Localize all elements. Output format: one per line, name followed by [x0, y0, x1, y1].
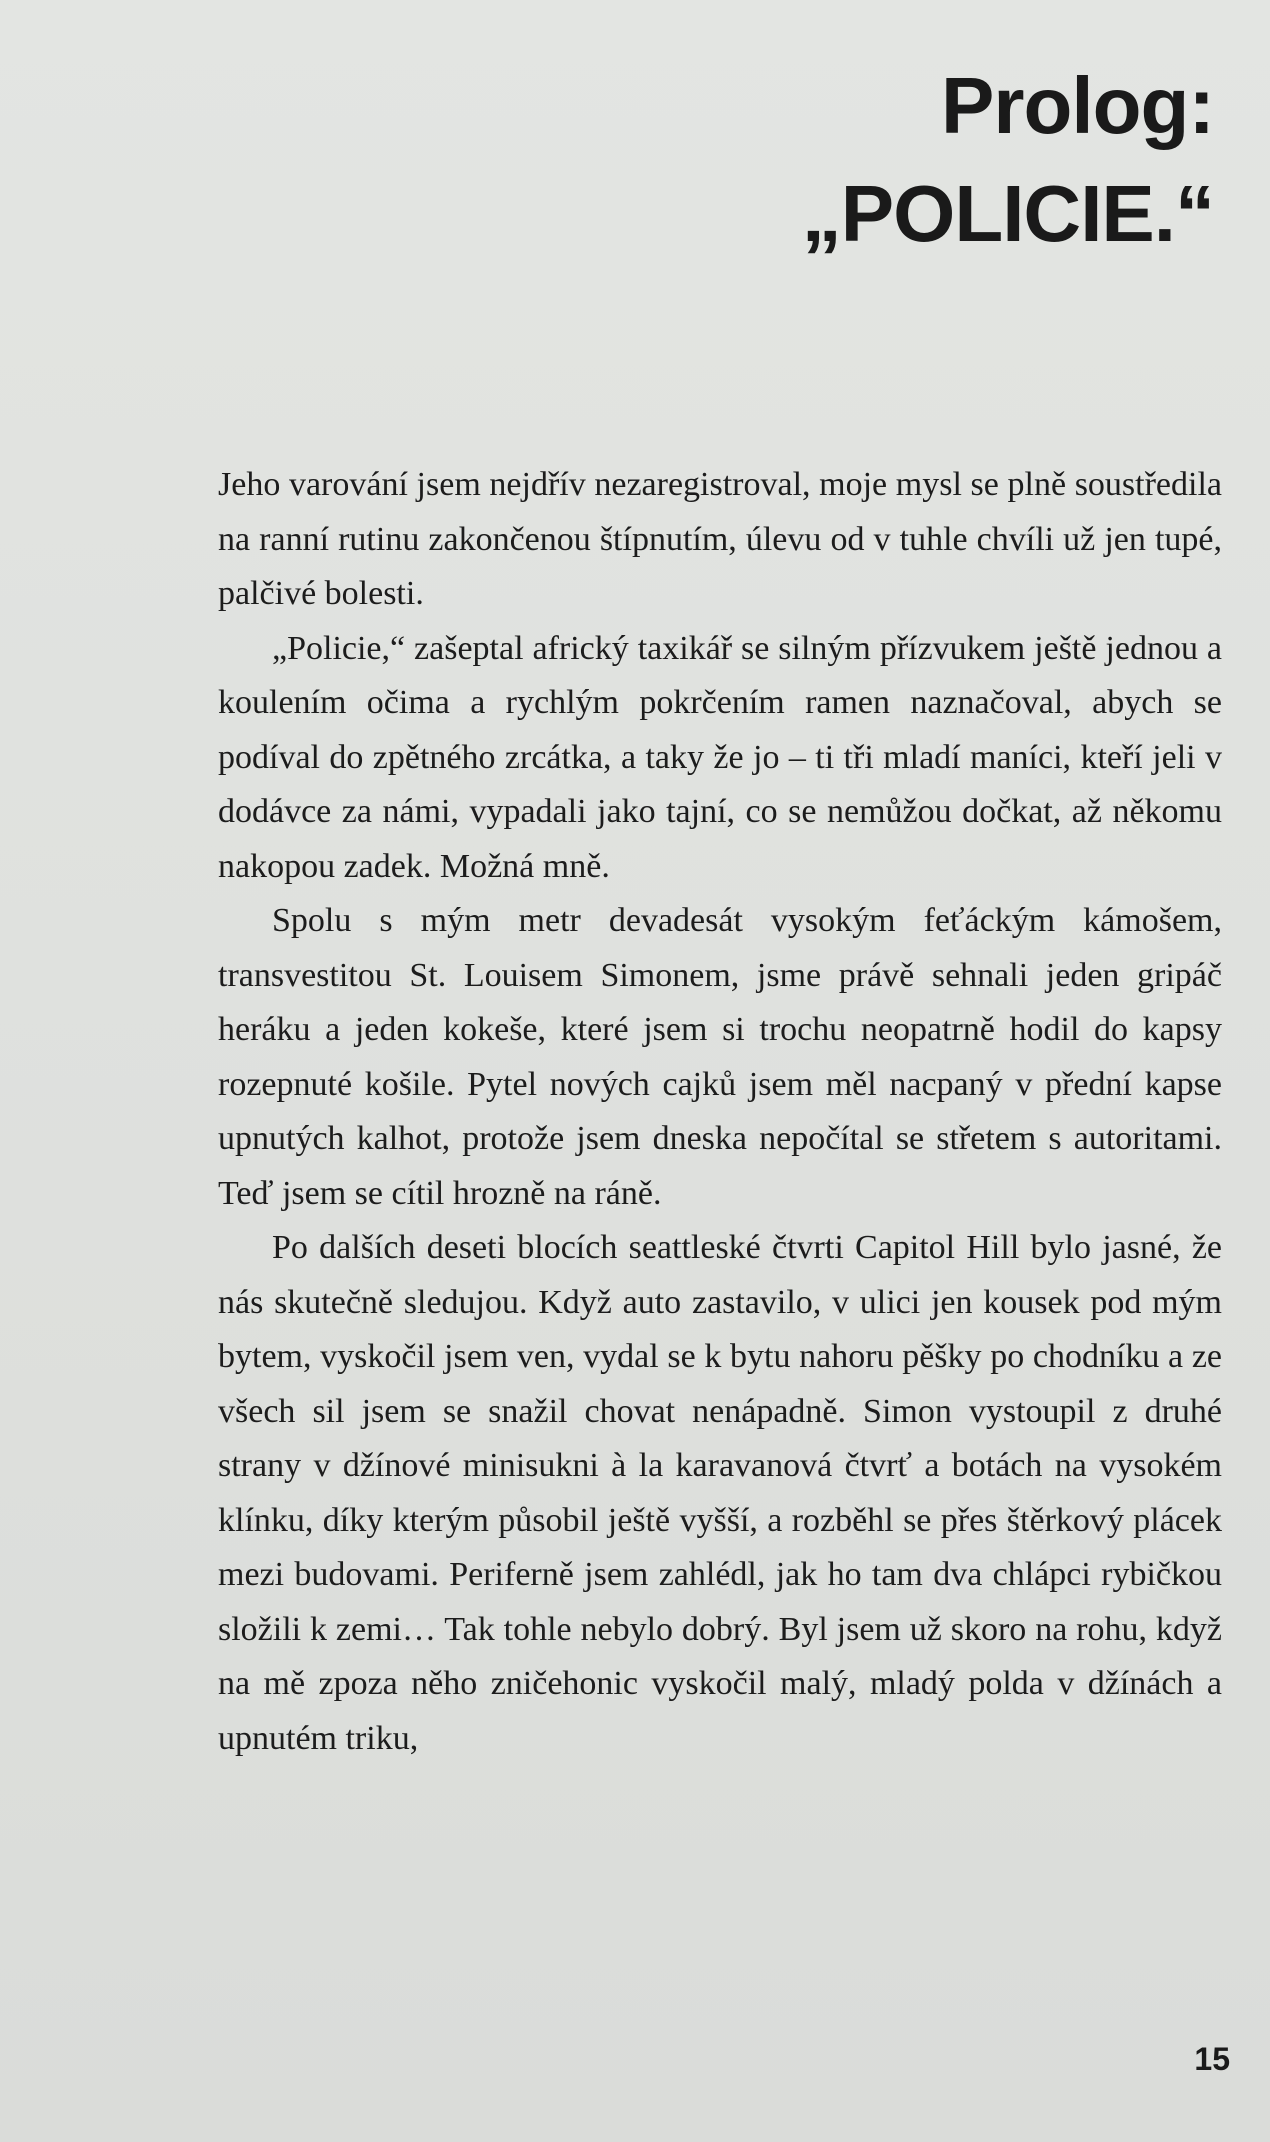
paragraph: Po dalších deseti blocích seattleské čtvrti Capitol Hill bylo jasné, že nás skutečně sledujou. Když auto zastavilo, v ulici jen kousek pod mým bytem, vyskočil jsem ven, vydal se k bytu nahoru pěšky po chodníku a ze všech sil jsem se snažil chovat nenápadně. Simon vystoupil z druhé strany v džínové minisukni à la karavanová čtvrť a botách na vysokém klínku, díky kterým působil ještě vyšší, a rozběhl se přes štěrkový plácek mezi budovami. Periferně jsem zahlédl, jak ho tam dva chlápci rybičkou složili k zemi… Tak tohle nebylo dobrý. Byl jsem už skoro na rohu, když na mě zpoza něho zničehonic vyskočil malý, mladý polda v džínách a upnutém triku, — [218, 1229, 1222, 1757]
paragraph: Jeho varování jsem nejdřív nezaregistroval, moje mysl se plně soustředila na ranní rutinu zakončenou štípnutím, úlevu od v tuhle chvíli už jen tupé, palčivé bolesti. — [218, 466, 1222, 612]
paragraph: „Policie,“ zašeptal africký taxikář se silným přízvukem ještě jednou a koulením očima a rychlým pokrčením ramen naznačoval, abych se podíval do zpětného zrcátka, a taky že jo – ti tři mladí maníci, kteří jeli v dodávce za námi, vypadali jako tajní, co se nemůžou dočkat, až někomu nakopou zadek. Možná mně. — [218, 629, 1222, 885]
paragraph: Spolu s mým metr devadesát vysokým feťáckým kámošem, transvestitou St. Louisem Simonem, jsme právě sehnali jeden gripáč heráku a jeden kokeše, které jsem si trochu neopatrně hodil do kapsy rozepnuté košile. Pytel nových cajků jsem měl nacpaný v přední kapse upnutých kalhot, protože jsem dneska nepočítal se střetem s autoritami. Teď jsem se cítil hrozně na ráně. — [218, 902, 1222, 1212]
page-number: 15 — [1194, 2041, 1230, 2077]
chapter-title-line-2: „POLICIE.“ — [801, 169, 1214, 258]
chapter-title — [802, 52, 1214, 268]
chapter-title-line-1: Prolog: — [941, 61, 1214, 150]
body-text — [218, 458, 1222, 1766]
